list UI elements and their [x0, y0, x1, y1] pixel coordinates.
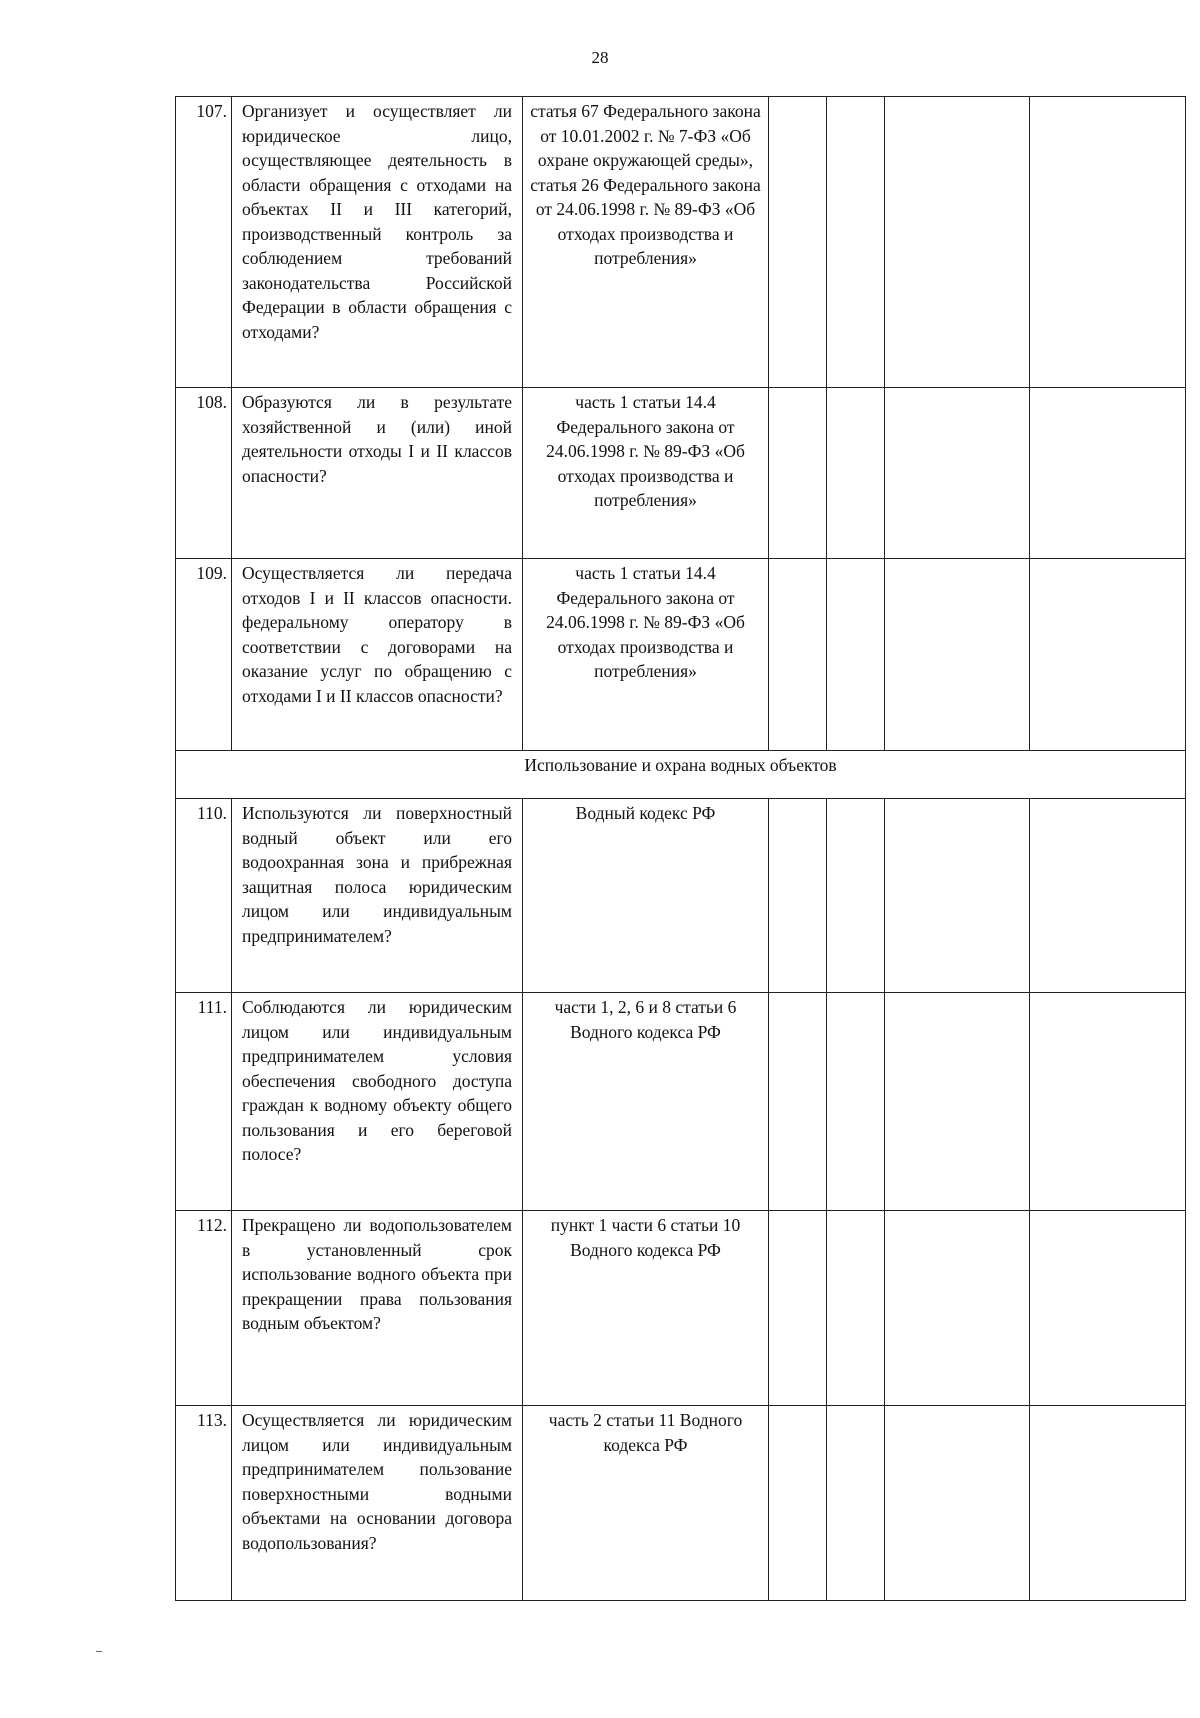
notes-cell [1030, 799, 1186, 993]
row-number: 111. [176, 993, 232, 1211]
answer-yes-cell [769, 799, 827, 993]
answer-no-cell [827, 799, 885, 993]
answer-yes-cell [769, 1211, 827, 1406]
row-number: 113. [176, 1406, 232, 1601]
not-applicable-cell [885, 993, 1030, 1211]
row-number: 107. [176, 97, 232, 388]
table-row [176, 97, 1186, 388]
notes-cell [1030, 993, 1186, 1211]
question-text: Образуются ли в результате хозяйственной и (или) иной деятельности отходы I и II классов опасности? [232, 388, 523, 559]
legal-reference: часть 1 статьи 14.4 Федерального закона от 24.06.1998 г. № 89-ФЗ «Об отходах производства и потребления» [523, 388, 769, 559]
answer-yes-cell [769, 388, 827, 559]
not-applicable-cell [885, 559, 1030, 751]
legal-reference: часть 2 статьи 11 Водного кодекса РФ [523, 1406, 769, 1601]
legal-reference: части 1, 2, 6 и 8 статьи 6 Водного кодекса РФ [523, 993, 769, 1211]
notes-cell [1030, 1211, 1186, 1406]
not-applicable-cell [885, 388, 1030, 559]
notes-cell [1030, 1406, 1186, 1601]
legal-reference: статья 67 Федерального закона от 10.01.2002 г. № 7-ФЗ «Об охране окружающей среды», статья 26 Федерального закона от 24.06.1998 г. № 89-ФЗ «Об отходах производства и потребления» [523, 97, 769, 388]
answer-no-cell [827, 559, 885, 751]
answer-no-cell [827, 1406, 885, 1601]
row-number: 108. [176, 388, 232, 559]
table-row [176, 1406, 1186, 1601]
answer-no-cell [827, 388, 885, 559]
not-applicable-cell [885, 97, 1030, 388]
answer-yes-cell [769, 1406, 827, 1601]
legal-reference: Водный кодекс РФ [523, 799, 769, 993]
row-number: 112. [176, 1211, 232, 1406]
answer-no-cell [827, 1211, 885, 1406]
legal-reference: часть 1 статьи 14.4 Федерального закона от 24.06.1998 г. № 89-ФЗ «Об отходах производства и потребления» [523, 559, 769, 751]
question-text: Осуществляется ли юридическим лицом или индивидуальным предпринимателем пользование поверхностными водными объектами на основании договора водопользования? [232, 1406, 523, 1601]
table-row [176, 799, 1186, 993]
table-row [176, 559, 1186, 751]
scan-margin-mark [96, 1651, 102, 1652]
answer-yes-cell [769, 559, 827, 751]
question-text: Используются ли поверхностный водный объект или его водоохранная зона и прибрежная защитная полоса юридическим лицом или индивидуальным предпринимателем? [232, 799, 523, 993]
not-applicable-cell [885, 799, 1030, 993]
answer-no-cell [827, 97, 885, 388]
question-text: Соблюдаются ли юридическим лицом или индивидуальным предпринимателем условия обеспечения свободного доступа граждан к водному объекту общего пользования и его береговой полосе? [232, 993, 523, 1211]
notes-cell [1030, 97, 1186, 388]
notes-cell [1030, 559, 1186, 751]
row-number: 110. [176, 799, 232, 993]
not-applicable-cell [885, 1406, 1030, 1601]
answer-yes-cell [769, 993, 827, 1211]
answer-yes-cell [769, 97, 827, 388]
section-title: Использование и охрана водных объектов [176, 751, 1186, 799]
notes-cell [1030, 388, 1186, 559]
not-applicable-cell [885, 1211, 1030, 1406]
section-header-row [176, 751, 1186, 799]
table-row [176, 388, 1186, 559]
checklist-table [175, 96, 1186, 1601]
answer-no-cell [827, 993, 885, 1211]
question-text: Прекращено ли водопользователем в установленный срок использование водного объекта при прекращении права пользования водным объектом? [232, 1211, 523, 1406]
table-row [176, 1211, 1186, 1406]
table-row [176, 993, 1186, 1211]
page-number: 28 [591, 48, 609, 67]
legal-reference: пункт 1 части 6 статьи 10 Водного кодекса РФ [523, 1211, 769, 1406]
row-number: 109. [176, 559, 232, 751]
question-text: Осуществляется ли передача отходов I и II классов опасности. федеральному оператору в соответствии с договорами на оказание услуг по обращению с отходами I и II классов опасности? [232, 559, 523, 751]
question-text: Организует и осуществляет ли юридическое лицо, осуществляющее деятельность в области обращения с отходами на объектах II и III категорий, производственный контроль за соблюдением требований законодательства Российской Федерации в области обращения с отходами? [232, 97, 523, 388]
